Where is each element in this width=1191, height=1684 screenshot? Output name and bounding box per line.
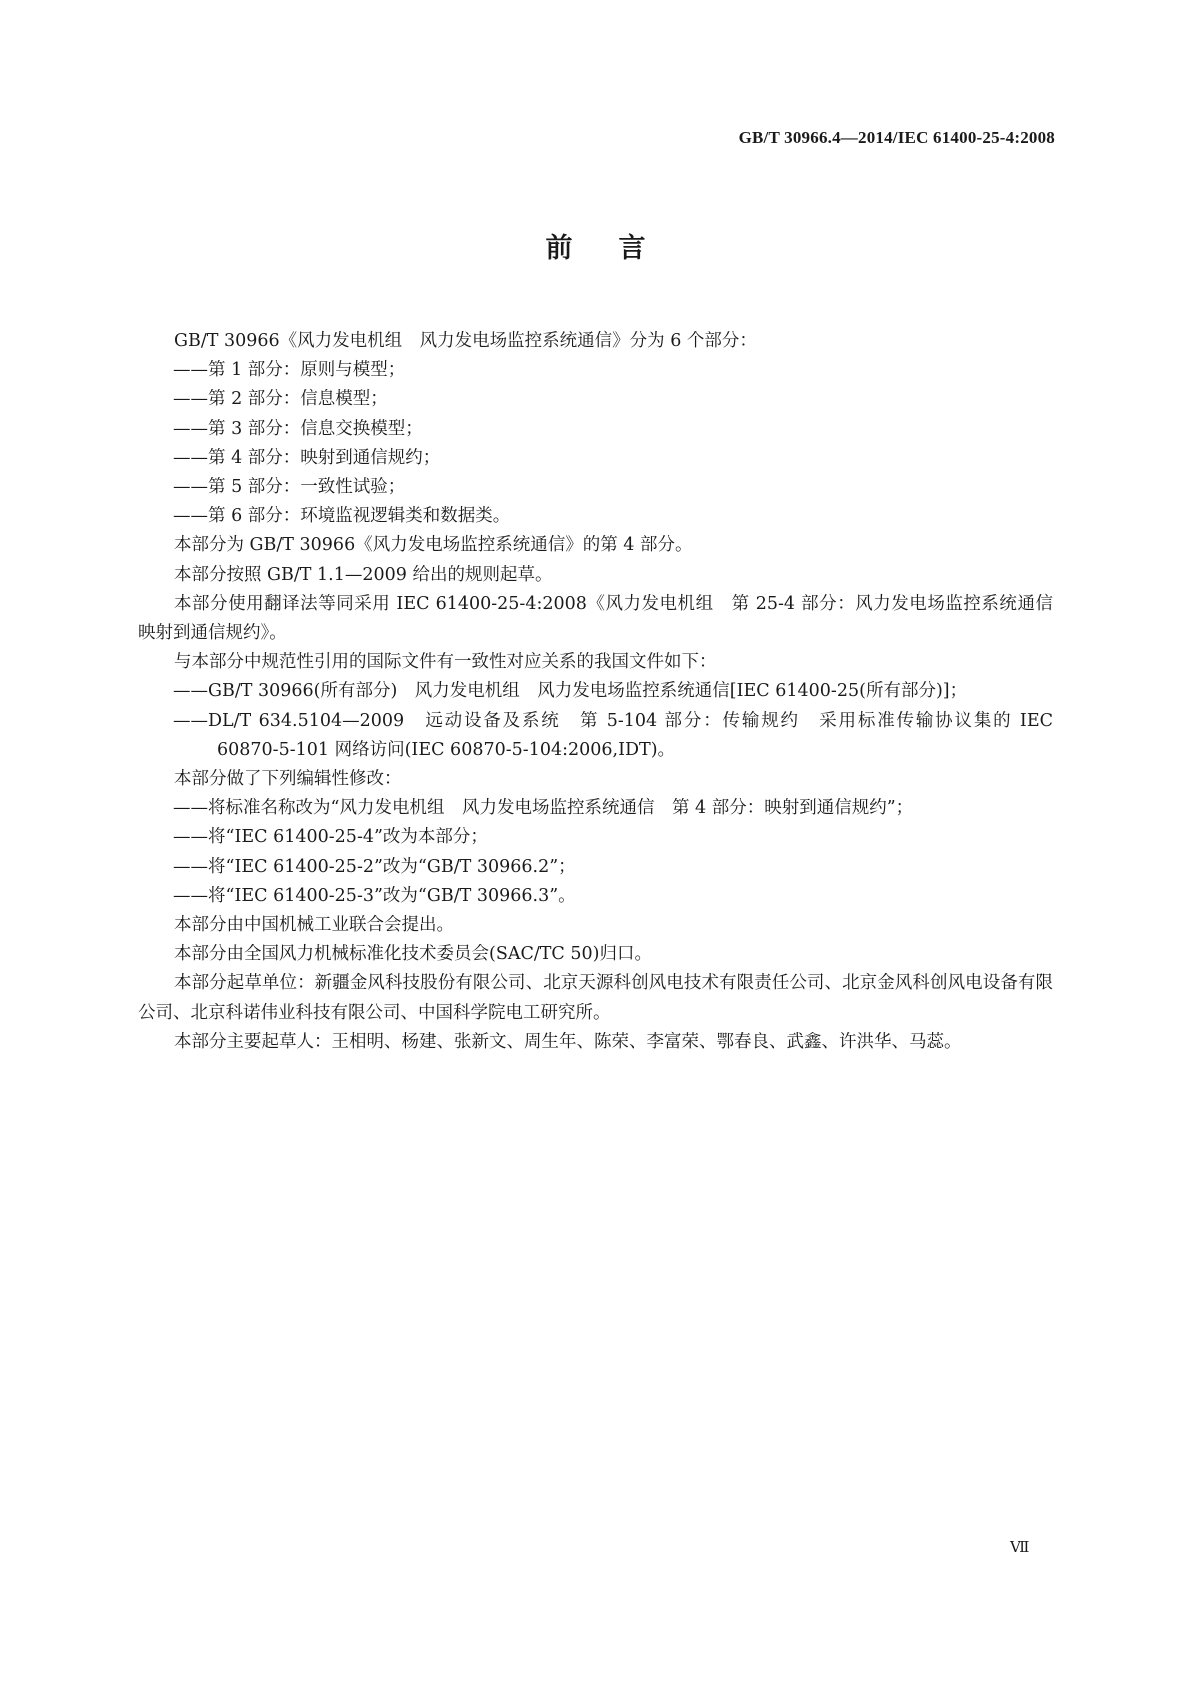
list-item: ——将“IEC 61400-25-3”改为“GB/T 30966.3”。	[173, 885, 576, 906]
paragraph: 与本部分中规范性引用的国际文件有一致性对应关系的我国文件如下：	[174, 652, 717, 673]
page-title: 前言	[545, 233, 692, 264]
list-item: ——将“IEC 61400-25-4”改为本部分；	[173, 827, 488, 848]
list-item: ——第 6 部分：环境监视逻辑类和数据类。	[173, 506, 511, 527]
paragraph: 本部分为 GB/T 30966《风力发电场监控系统通信》的第 4 部分。	[174, 535, 693, 556]
list-item: ——第 1 部分：原则与模型；	[173, 360, 406, 381]
paragraph: 本部分由中国机械工业联合会提出。	[174, 915, 454, 936]
paragraph: 本部分按照 GB/T 1.1—2009 给出的规则起草。	[174, 564, 553, 585]
list-item: ——第 5 部分：一致性试验；	[173, 477, 406, 498]
paragraph: GB/T 30966《风力发电机组 风力发电场监控系统通信》分为 6 个部分：	[174, 331, 757, 351]
list-item: ——第 2 部分：信息模型；	[173, 389, 388, 410]
paragraph: 本部分主要起草人：王相明、杨建、张新文、周生年、陈荣、李富荣、鄂春良、武鑫、许洪华、马蕊。	[174, 1031, 962, 1052]
paragraph: 本部分起草单位：新疆金风科技股份有限公司、北京天源科创风电技术有限责任公司、北京金风科创风电设备有限公司、北京科诺伟业科技有限公司、中国科学院电工研究所。	[138, 973, 1053, 1023]
paragraph: 本部分由全国风力机械标准化技术委员会(SAC/TC 50)归口。	[174, 944, 652, 965]
paragraph: 本部分做了下列编辑性修改：	[174, 769, 402, 790]
page-number: Ⅶ	[1010, 1540, 1029, 1556]
list-item: ——第 4 部分：映射到通信规约；	[173, 447, 441, 468]
list-item: ——第 3 部分：信息交换模型；	[173, 418, 423, 439]
list-item: ——将“IEC 61400-25-2”改为“GB/T 30966.2”；	[173, 856, 576, 877]
list-item: ——将标准名称改为“风力发电机组 风力发电场监控系统通信 第 4 部分：映射到通信规约”；	[173, 798, 914, 819]
list-item: ——GB/T 30966(所有部分) 风力发电机组 风力发电场监控系统通信[IEC 61400-25(所有部分)]；	[173, 681, 968, 702]
list-item: ——DL/T 634.5104—2009 远动设备及系统 第 5-104 部分：传输规约 采用标准传输协议集的 IEC 60870-5-101 网络访问(IEC 60870-5-104:2006,IDT)。	[173, 710, 1053, 760]
standard-code-header: GB/T 30966.4—2014/IEC 61400-25-4:2008	[738, 128, 1055, 147]
document-body	[138, 327, 1071, 1057]
paragraph: 本部分使用翻译法等同采用 IEC 61400-25-4:2008《风力发电机组 第 25-4 部分：风力发电场监控系统通信 映射到通信规约》。	[138, 593, 1071, 644]
